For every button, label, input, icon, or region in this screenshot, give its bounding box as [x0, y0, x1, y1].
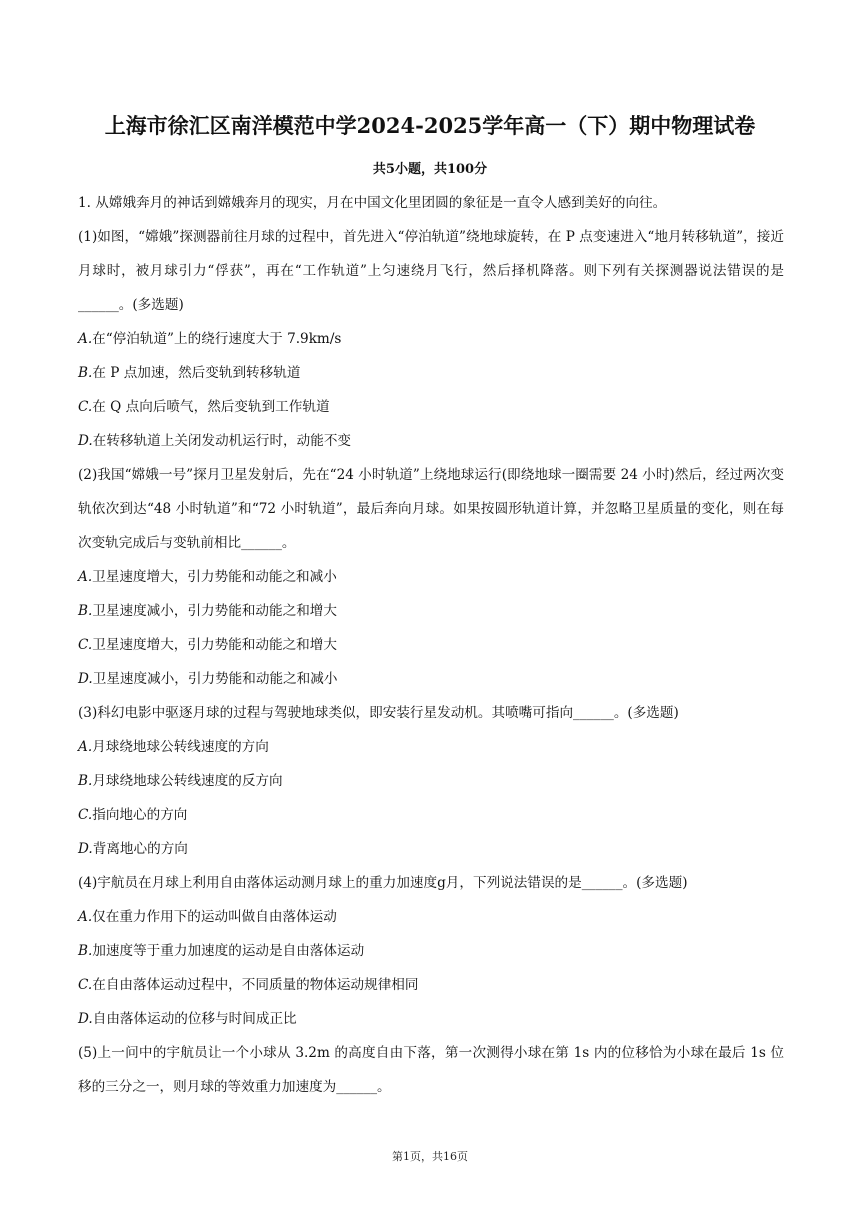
option-item: [78, 832, 784, 866]
exam-title: 上海市徐汇区南洋模范中学2024-2025学年高一（下）期中物理试卷: [104, 113, 756, 138]
option-text: 卫星速度减小，引力势能和动能之和减小: [92, 671, 338, 687]
question-stem: (1)如图，“嫦娥”探测器前往月球的过程中，首先进入“停泊轨道”绕地球旋转，在 P 点变速进入“地月转移轨道”，接近月球时，被月球引力“俘获”，再在“工作轨道”上匀速绕月飞行，然后择机降落。则下列有关探测器说法错误的是______。(多选题): [78, 229, 784, 313]
option-text: 背离地心的方向: [92, 841, 188, 857]
option-letter: D.: [78, 841, 93, 857]
question-content: [78, 186, 784, 1104]
option-item: [78, 764, 784, 798]
option-text: 在转移轨道上关闭发动机运行时，动能不变: [92, 433, 352, 449]
option-letter: D.: [78, 1011, 93, 1027]
option-letter: C.: [78, 977, 93, 993]
page-footer: 第1页，共16页: [392, 1150, 468, 1163]
option-letter: A.: [78, 909, 93, 925]
option-text: 卫星速度增大，引力势能和动能之和增大: [92, 637, 337, 653]
option-text: 在 Q 点向后喷气，然后变轨到工作轨道: [92, 399, 330, 415]
option-letter: D.: [78, 433, 93, 449]
option-text: 指向地心的方向: [92, 807, 188, 823]
option-text: 仅在重力作用下的运动叫做自由落体运动: [92, 909, 337, 925]
option-item: [78, 934, 784, 968]
option-text: 月球绕地球公转线速度的反方向: [92, 773, 283, 789]
option-item: [78, 900, 784, 934]
option-item: [78, 662, 784, 696]
option-letter: C.: [78, 637, 93, 653]
option-text: 在自由落体运动过程中，不同质量的物体运动规律相同: [92, 977, 419, 993]
option-letter: B.: [78, 603, 93, 619]
option-text: 自由落体运动的位移与时间成正比: [92, 1011, 297, 1027]
option-letter: B.: [78, 365, 93, 381]
question-intro: 1. 从嫦娥奔月的神话到嫦娥奔月的现实，月在中国文化里团圆的象征是一直令人感到美好的向往。: [78, 195, 667, 211]
option-item: [78, 390, 784, 424]
option-item: [78, 798, 784, 832]
option-letter: D.: [78, 671, 93, 687]
option-letter: A.: [78, 569, 93, 585]
option-item: [78, 560, 784, 594]
option-letter: C.: [78, 399, 93, 415]
option-item: [78, 968, 784, 1002]
option-item: [78, 322, 784, 356]
option-letter: A.: [78, 331, 93, 347]
option-item: [78, 594, 784, 628]
exam-subtitle: 共5小题，共100分: [372, 162, 488, 177]
option-letter: C.: [78, 807, 93, 823]
option-item: [78, 356, 784, 390]
option-item: [78, 1002, 784, 1036]
option-text: 在 P 点加速，然后变轨到转移轨道: [92, 365, 301, 381]
option-item: [78, 424, 784, 458]
question-stem: (4)宇航员在月球上利用自由落体运动测月球上的重力加速度g月，下列说法错误的是______。(多选题): [78, 875, 688, 891]
question-stem: (2)我国“嫦娥一号”探月卫星发射后，先在“24 小时轨道”上绕地球运行(即绕地球一圈需要 24 小时)然后，经过两次变轨依次到达“48 小时轨道”和“72 小时轨道”，最后奔向月球。如果按圆形轨道计算，并忽略卫星质量的变化，则在每次变轨完成后与变轨前相比______。: [78, 467, 784, 551]
option-letter: A.: [78, 739, 93, 755]
option-item: [78, 730, 784, 764]
option-text: 加速度等于重力加速度的运动是自由落体运动: [92, 943, 365, 959]
option-text: 月球绕地球公转线速度的方向: [92, 739, 269, 755]
option-text: 卫星速度增大，引力势能和动能之和减小: [92, 569, 337, 585]
question-stem: (3)科幻电影中驱逐月球的过程与驾驶地球类似，即安装行星发动机。其喷嘴可指向______。(多选题): [78, 705, 679, 721]
option-text: 卫星速度减小，引力势能和动能之和增大: [92, 603, 337, 619]
option-item: [78, 628, 784, 662]
option-letter: B.: [78, 943, 93, 959]
option-text: 在“停泊轨道”上的绕行速度大于 7.9km/s: [92, 331, 342, 347]
option-letter: B.: [78, 773, 93, 789]
question-stem: (5)上一问中的宇航员让一个小球从 3.2m 的高度自由下落，第一次测得小球在第 1s 内的位移恰为小球在最后 1s 位移的三分之一，则月球的等效重力加速度为______。: [78, 1045, 784, 1095]
